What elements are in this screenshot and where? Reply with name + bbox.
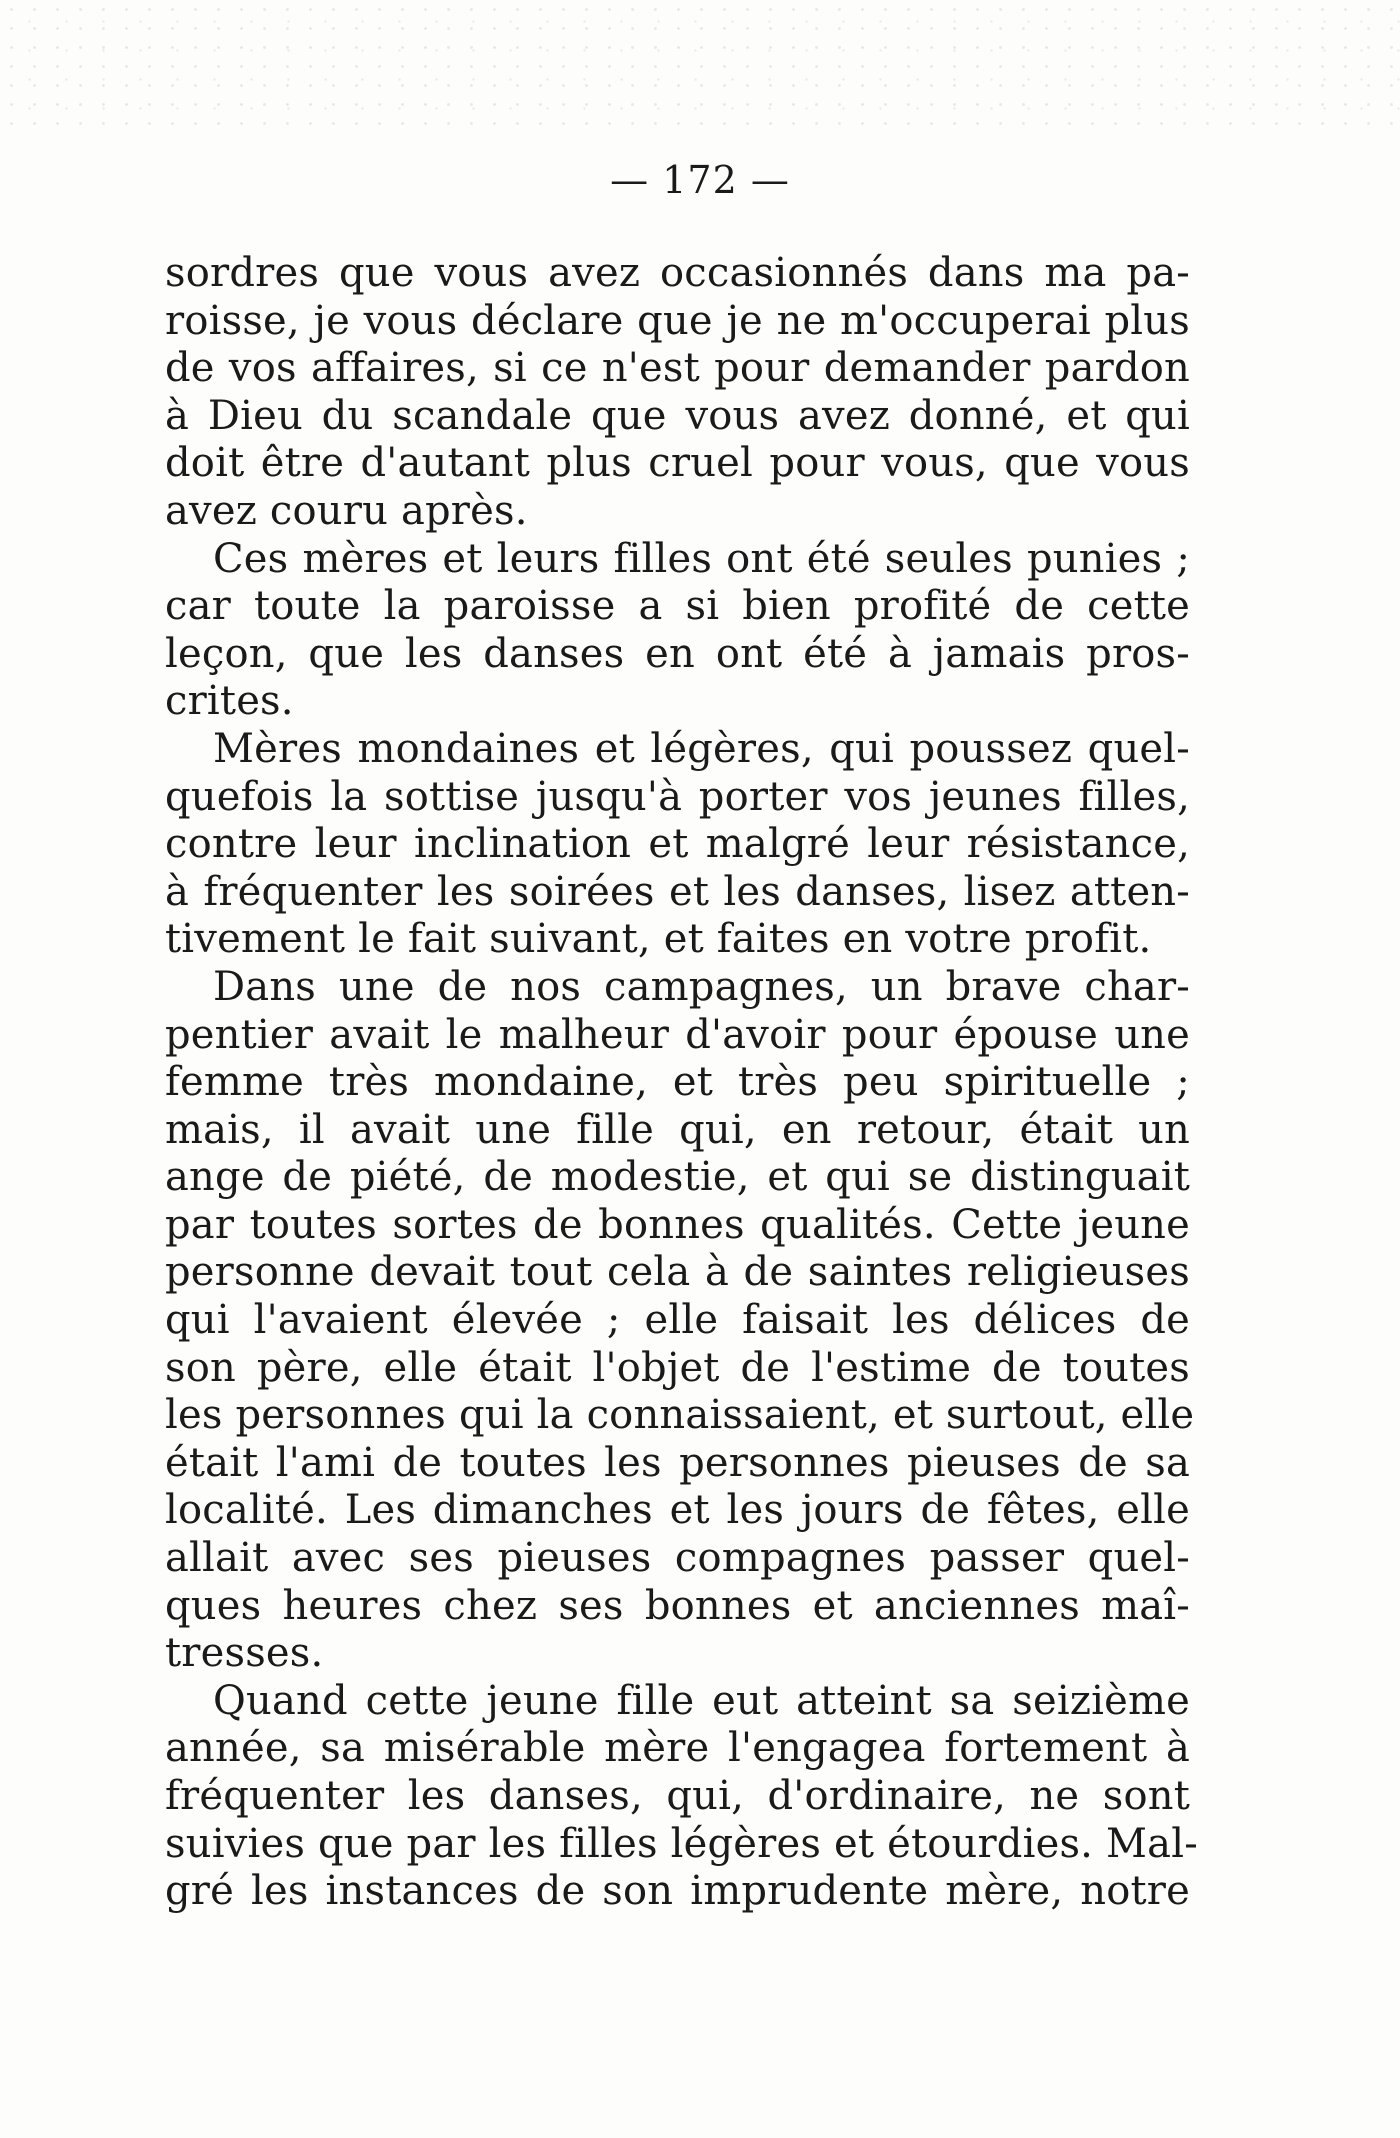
text-line: tresses. — [165, 1630, 324, 1677]
text-line: Ces mères et leurs filles ont été seules punies ; — [213, 535, 1190, 582]
text-line: gré les instances de son imprudente mère, notre — [165, 1868, 1190, 1915]
text-line: contre leur inclination et malgré leur résistance, — [165, 821, 1190, 868]
text-line: année, sa misérable mère l'engagea fortement à — [165, 1725, 1190, 1772]
text-line: personne devait tout cela à de saintes religieuses — [165, 1249, 1190, 1296]
text-line: quefois la sottise jusqu'à porter vos jeunes filles, — [165, 773, 1190, 820]
text-line: crites. — [165, 678, 294, 725]
text-line: pentier avait le malheur d'avoir pour épouse une — [165, 1011, 1190, 1058]
text-line: mais, il avait une fille qui, en retour, était un — [165, 1106, 1190, 1153]
text-line: sordres que vous avez occasionnés dans ma pa- — [165, 250, 1190, 296]
text-line: était l'ami de toutes les personnes pieuses de sa — [165, 1439, 1190, 1486]
text-line: par toutes sortes de bonnes qualités. Cette jeune — [165, 1201, 1190, 1248]
scan-noise — [0, 0, 1400, 130]
text-line: qui l'avaient élevée ; elle faisait les délices de — [165, 1297, 1190, 1344]
text-line: car toute la paroisse a si bien profité de cette — [165, 583, 1190, 630]
text-line: doit être d'autant plus cruel pour vous, que vous — [165, 440, 1190, 487]
text-line: Quand cette jeune fille eut atteint sa seizième — [213, 1677, 1190, 1724]
text-line: femme très mondaine, et très peu spirituelle ; — [165, 1059, 1190, 1106]
text-line: roisse, je vous déclare que je ne m'occuperai plus — [165, 297, 1190, 344]
text-line: les personnes qui la connaissaient, et surtout, elle — [165, 1392, 1195, 1439]
text-line: fréquenter les danses, qui, d'ordinaire, ne sont — [165, 1773, 1190, 1819]
page-number: — 172 — — [610, 158, 790, 202]
text-line: de vos affaires, si ce n'est pour demander pardon — [165, 345, 1190, 392]
body-text — [165, 250, 1198, 1916]
text-line: localité. Les dimanches et les jours de fêtes, elle — [165, 1487, 1190, 1534]
text-line: avez couru après. — [165, 487, 528, 534]
text-line: ques heures chez ses bonnes et anciennes maî- — [165, 1582, 1190, 1629]
text-line: Dans une de nos campagnes, un brave char- — [213, 963, 1190, 1010]
text-line: tivement le fait suivant, et faites en votre profit. — [165, 916, 1152, 963]
text-line: à Dieu du scandale que vous avez donné, et qui — [165, 392, 1190, 439]
text-line: à fréquenter les soirées et les danses, lisez atten- — [165, 868, 1190, 915]
text-line: ange de piété, de modestie, et qui se distinguait — [165, 1154, 1190, 1201]
text-line: allait avec ses pieuses compagnes passer quel- — [165, 1535, 1190, 1582]
text-line: suivies que par les filles légères et étourdies. Mal- — [165, 1820, 1198, 1867]
text-line: son père, elle était l'objet de l'estime de toutes — [165, 1344, 1190, 1391]
text-line: Mères mondaines et légères, qui poussez quel- — [213, 725, 1190, 772]
text-line: leçon, que les danses en ont été à jamais pros- — [165, 630, 1190, 677]
